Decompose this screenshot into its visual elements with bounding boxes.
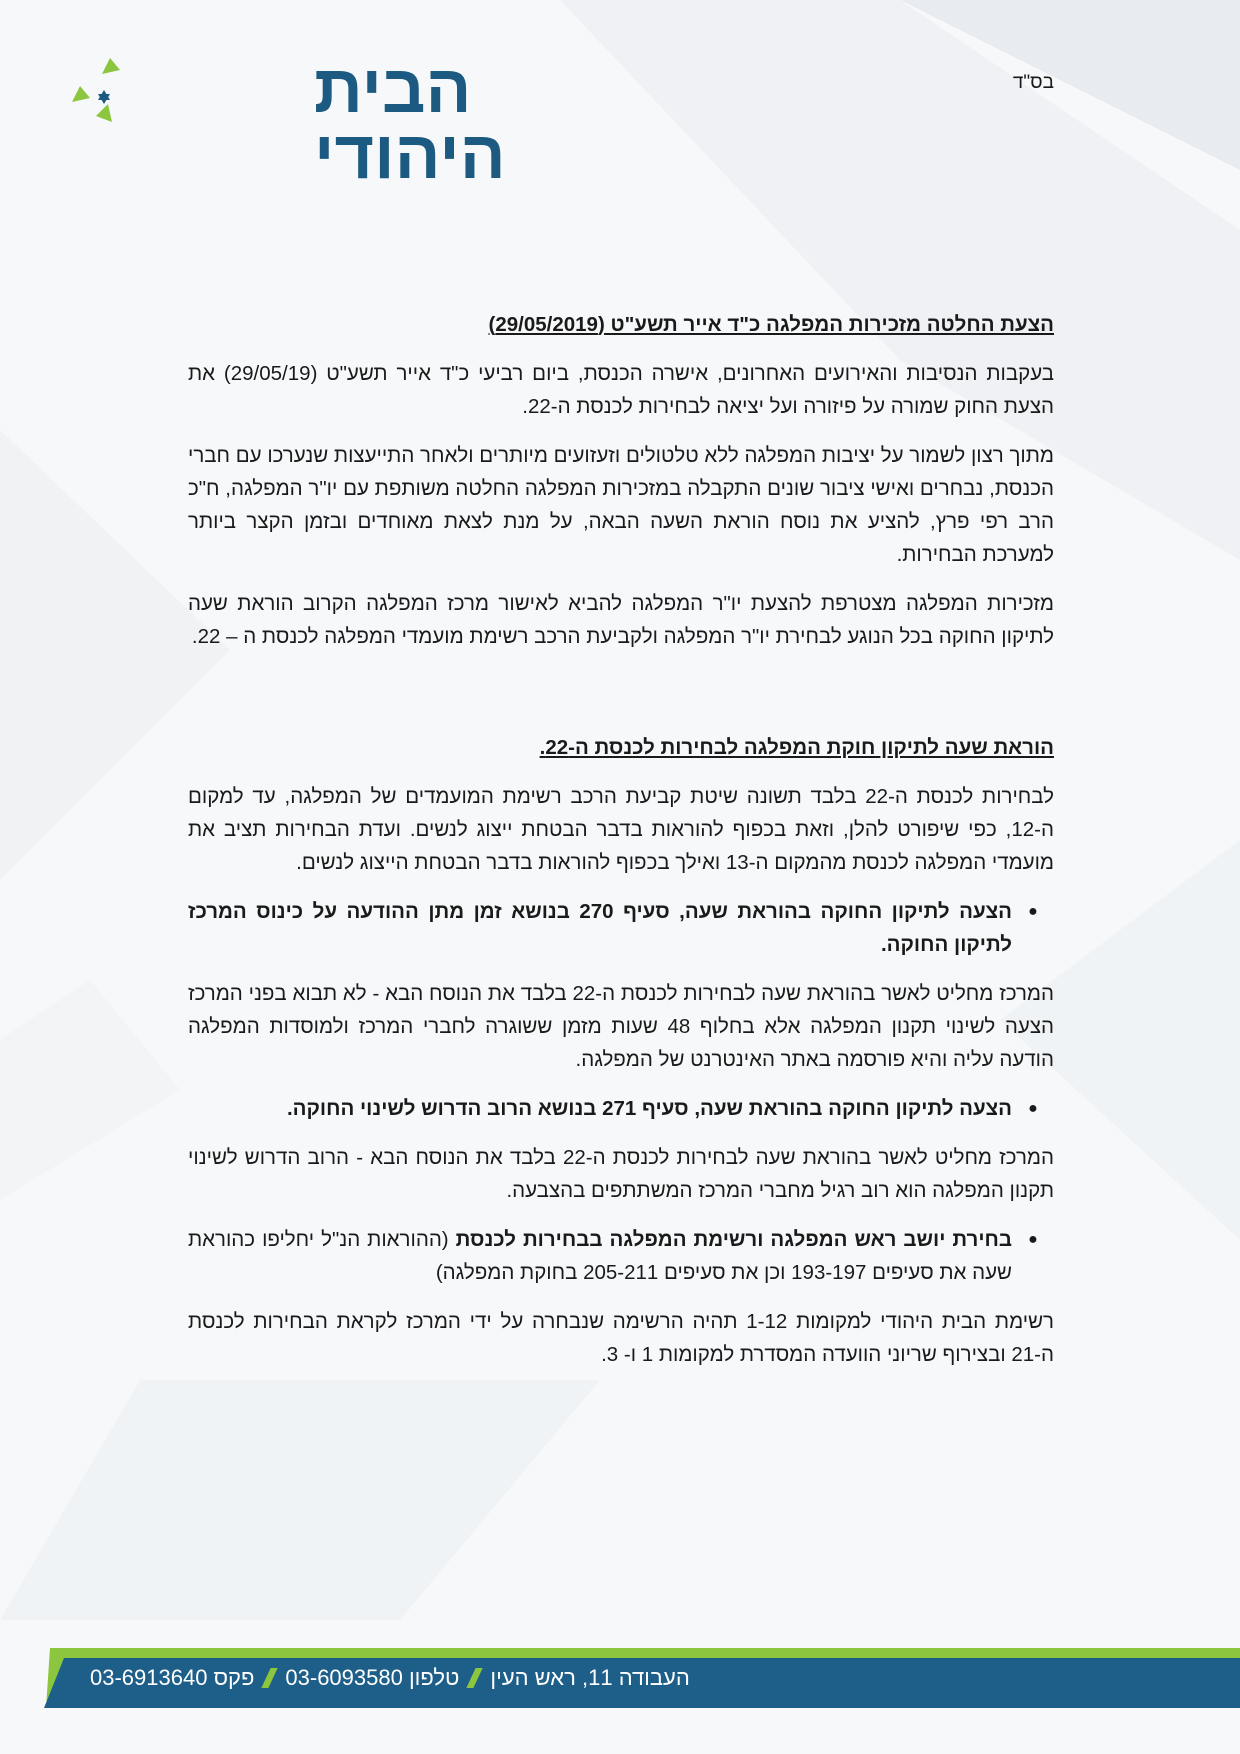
paragraph: רשימת הבית היהודי למקומות 1-12 תהיה הרשימה שנבחרה על ידי המרכז לקראת הבחירות לכנסת ה-21 ובצירוף שריוני הוועדה המסדרת למקומות 1 ו- 3.	[188, 1310, 1054, 1366]
party-logo	[68, 50, 506, 193]
bullet-item	[188, 895, 1054, 961]
paragraph: המרכז מחליט לאשר בהוראת שעה לבחירות לכנסת ה-22 בלבד את הנוסח הבא - הרוב הדרוש לשינוי תקנון המפלגה הוא רוב רגיל מחברי המרכז המשתתפים בהצבעה.	[188, 1146, 1054, 1202]
section2-heading: הוראת שעה לתיקון חוקת המפלגה לבחירות לכנסת ה-22.	[539, 736, 1054, 759]
paragraph: בעקבות הנסיבות והאירועים האחרונים, אישרה הכנסת, ביום רביעי כ"ד אייר תשע"ט (29/05/19) את הצעת החוק שמורה על פיזורה ועל יציאה לבחירות לכנסת ה-22.	[188, 362, 1054, 418]
star-icon	[72, 58, 120, 122]
intro-paragraph: לבחירות לכנסת ה-22 בלבד תשונה שיטת קביעת הרכב רשימת המועמדים של המפלגה, עד למקום ה-12, כפי שיפורט להלן, וזאת בכפוף להוראות בדבר הבטחת ייצוג לנשים. ועדת הבחירות תציב את מועמדי המפלגה לכנסת מהמקום ה-13 ואילך בכפוף להוראות בדבר הבטחת הייצוג לנשים.	[188, 785, 1054, 874]
bullet-item	[188, 1092, 1054, 1125]
bullet-item	[188, 1223, 1054, 1289]
section1-heading: הצעת החלטה מזכירות המפלגה כ"ד אייר תשע"ט (29/05/2019)	[488, 313, 1054, 336]
footer-phone: טלפון 03-6093580	[285, 1665, 460, 1690]
bullet-text	[188, 1223, 1012, 1289]
separator-icon	[467, 1668, 483, 1688]
separator-icon	[262, 1668, 278, 1688]
footer-address: העבודה 11, ראש העין	[490, 1665, 690, 1690]
bullet-text: הצעה לתיקון החוקה בהוראת שעה, סעיף 271 בנושא הרוב הדרוש לשינוי החוקה.	[286, 1097, 1012, 1120]
bullet-icon: ●	[1028, 903, 1038, 920]
bullet-text: הצעה לתיקון החוקה בהוראת שעה, סעיף 270 בנושא זמן מתן ההודעה על כינוס המרכז לתיקון החוקה.	[188, 900, 1012, 956]
bullet-bold-text: בחירת יושב ראש המפלגה ורשימת המפלגה בבחירות לכנסת	[455, 1228, 1012, 1251]
bullet-rest-text: (ההוראות הנ"ל יחליפו כהוראת שעה את סעיפים 193-197 וכן את סעיפים 205-211 בחוקת המפלגה)	[188, 1228, 1012, 1284]
footer-contact	[90, 1660, 690, 1696]
footer-fax: פקס 03-6913640	[90, 1665, 255, 1690]
bullet-icon: ●	[1028, 1100, 1038, 1117]
paragraph: המרכז מחליט לאשר בהוראת שעה לבחירות לכנסת ה-22 בלבד את הנוסח הבא - לא תבוא בפני המרכז הצעה לשינוי תקנון המפלגה אלא בחלוף 48 שעות מזמן ששוגרה לחברי המרכז ולמוסדות המפלגה הודעה עליה והיא פורסמה באתר האינטרנט של המפלגה.	[188, 982, 1055, 1071]
bullet-icon: ●	[1028, 1231, 1038, 1248]
bsd-mark: בס"ד	[1012, 72, 1054, 93]
paragraph: מתוך רצון לשמור על יציבות המפלגה ללא טלטולים וזעזועים מיותרים ולאחר התייעצות שנערכו עם חברי הכנסת, נבחרים ואישי ציבור שונים התקבלה במזכירות המפלגה החלטה משותפת עם יו"ר המפלגה, ח"כ הרב רפי פרץ, להציע את נוסח הוראת השעה הבאה, על מנת לצאת מאוחדים ובזמן הקצר ביותר למערכת הבחירות.	[188, 444, 1054, 566]
logo-line1: הבית	[314, 51, 472, 127]
paragraph: מזכירות המפלגה מצטרפת להצעת יו"ר המפלגה להביא לאישור מרכז המפלגה הקרוב הוראת שעה לתיקון החוקה בכל הנוגע לבחירת יו"ר המפלגה ולקביעת הרכב רשימת מועמדי המפלגה לכנסת ה – 22.	[188, 592, 1054, 648]
document-body	[188, 308, 1054, 1387]
logo-line2: היהודי	[314, 117, 506, 193]
